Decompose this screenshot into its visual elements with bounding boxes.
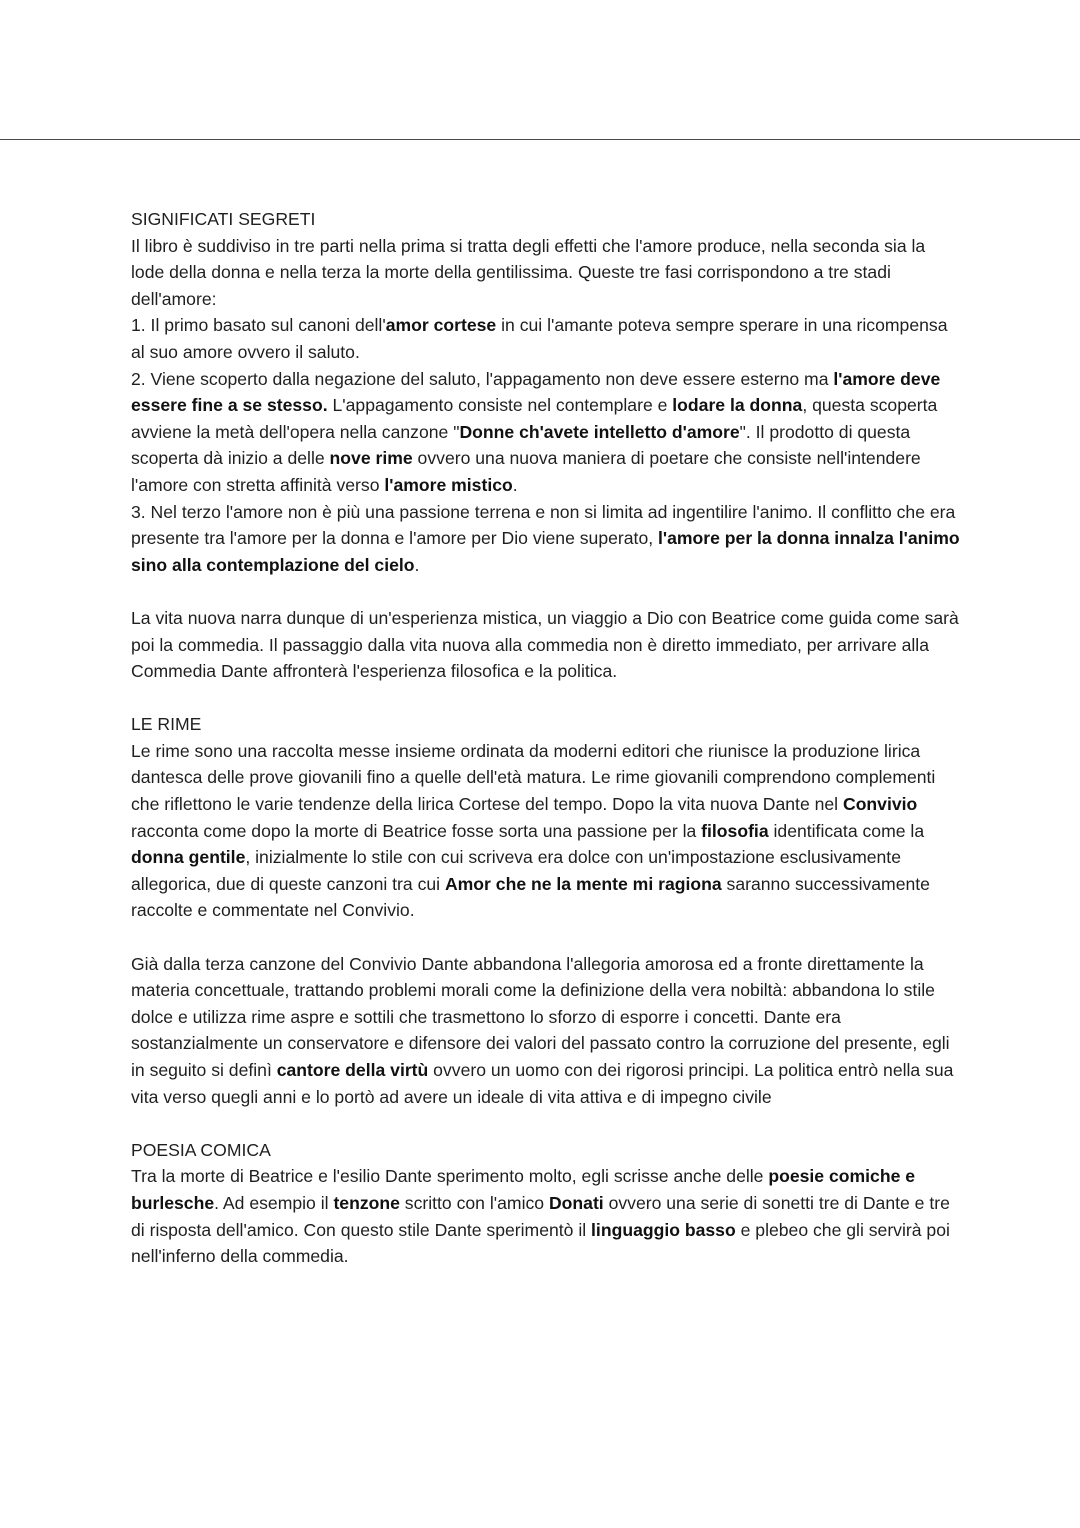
paragraph-rime-2: Già dalla terza canzone del Convivio Dante abbandona l'allegoria amorosa ed a fronte direttamente la materia concettuale, trattando problemi morali come la definizione della vera nobiltà: abbandona lo stile dolce e utilizza rime aspre e sottili che trasmettono lo sforzo di esporre i concetti. Dante era sostanzialmente un conservatore e difensore dei valori del passato contro la corruzione del presente, egli in seguito si definì cantore della virtù ovvero un uomo con dei rigorosi principi. La politica entrò nella sua vita verso quegli anni e lo portò ad avere un ideale di vita attiva e di impegno civile [131,953,954,1107]
bold-amore-innalza: l'amore per la donna innalza l'animo sino alla contemplazione del cielo [131,528,960,575]
bold-cantore-virtu: cantore della virtù [276,1060,429,1080]
bold-donati: Donati [548,1192,604,1213]
top-divider [0,139,1080,140]
bold-tenzone: tenzone [333,1192,400,1213]
paragraph-intro: Il libro è suddiviso in tre parti nella prima si tratta degli effetti che l'amore produce, nella seconda sia la lode della donna e nella terza la morte della gentilissima. Queste tre fasi corrispondono a tre stadi dell'amore: [131,235,926,309]
document-body [131,206,961,1270]
paragraph-rime-1: Le rime sono una raccolta messe insieme ordinata da moderni editori che riunisce la produzione lirica dantesca delle prove giovanili fino a quelle dell'età matura. Le rime giovanili comprendono complementi che riflettono le varie tendenze della lirica Cortese del tempo. Dopo la vita nuova Dante nel Convivio racconta come dopo la morte di Beatrice fosse sorta una passione per la filosofia identificata come la donna gentile, inizialmente lo stile con cui scriveva era dolce con un'impostazione esclusivamente allegorica, due di queste canzoni tra cui Amor che ne la mente mi ragiona saranno successivamente raccolte e commentate nel Convivio. [131,740,936,921]
bold-donna-gentile: donna gentile [131,847,246,868]
list-item-3: 3. Nel terzo l'amore non è più una passione terrena e non si limita ad ingentilire l'animo. Il conflitto che era presente tra l'amore per la donna e l'amore per Dio viene superato, l'amore per la donna innalza l'animo sino alla contemplazione del cielo. [131,501,960,575]
bold-fine-a-se-stesso: l'amore deve essere fine a se stesso. [131,368,941,416]
bold-amor-mente: Amor che ne la mente mi ragiona [444,873,722,894]
paragraph-conclusion: La vita nuova narra dunque di un'esperienza mistica, un viaggio a Dio con Beatrice come guida come sarà poi la commedia. Il passaggio dalla vita nuova alla commedia non è diretto immediato, per arrivare alla Commedia Dante affronterà l'esperienza filosofica e la politica. [131,607,959,682]
bold-nove-rime: nove rime [329,448,413,469]
section-title-significati: SIGNIFICATI SEGRETI [131,209,316,229]
list-item-1: 1. Il primo basato sul canoni dell'amor cortese in cui l'amante poteva sempre sperare in una ricompensa al suo amore ovvero il saluto. [131,315,948,362]
list-item-2: 2. Viene scoperto dalla negazione del saluto, l'appagamento non deve essere esterno ma l'amore deve essere fine a se stesso. L'appagamento consiste nel contemplare e lodare la donna, questa scoperta avviene la metà dell'opera nella canzone "Donne ch'avete intelletto d'amore". Il prodotto di questa scoperta dà inizio a delle nove rime ovvero una nuova maniera di poetare che consiste nell'intendere l'amore con stretta affinità verso l'amore mistico. [131,368,941,495]
bold-amor-cortese: amor cortese [385,315,497,336]
bold-lodare-la-donna: lodare la donna [672,395,803,416]
section-title-comica: POESIA COMICA [131,1139,271,1160]
bold-donne-chavete: Donne ch'avete intelletto d'amore [459,421,740,442]
bold-linguaggio-basso: linguaggio basso [591,1219,736,1240]
bold-convivio: Convivio [842,794,918,815]
bold-amore-mistico: l'amore mistico [384,474,513,495]
paragraph-comica: Tra la morte di Beatrice e l'esilio Dante sperimento molto, egli scrisse anche delle poesie comiche e burlesche. Ad esempio il tenzone scritto con l'amico Donati ovvero una serie di sonetti tre di Dante e tre di risposta dell'amico. Con questo stile Dante sperimentò il linguaggio basso e plebeo che gli servirà poi nell'inferno della commedia. [131,1166,950,1267]
bold-filosofia: filosofia [701,820,769,841]
bold-poesie-comiche: poesie comiche e burlesche [131,1166,916,1213]
section-title-rime: LE RIME [131,714,202,735]
